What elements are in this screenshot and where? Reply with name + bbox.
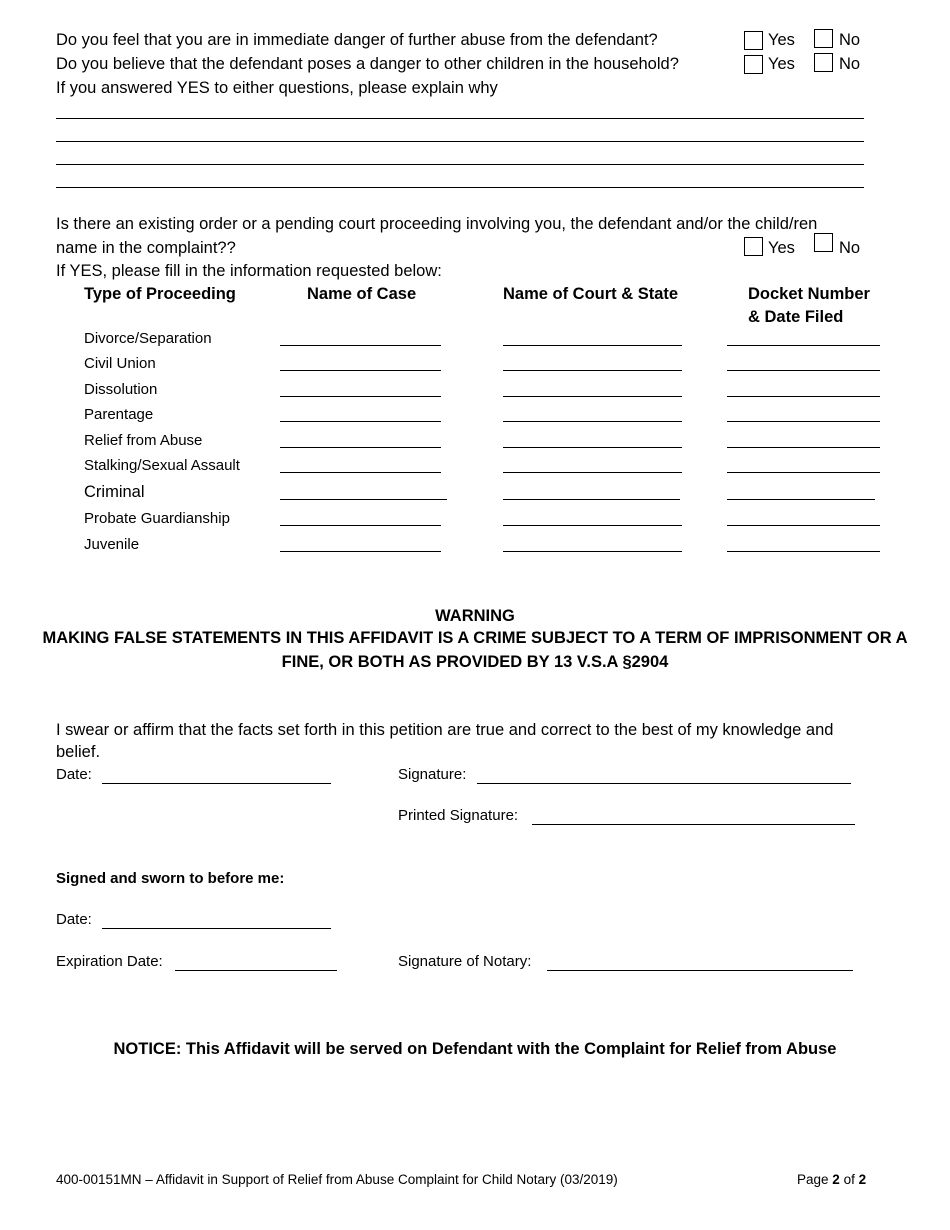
row-label-parentage: Parentage <box>84 406 154 423</box>
existing-order-no-checkbox[interactable] <box>814 233 833 252</box>
expiration-date-field[interactable] <box>175 970 337 971</box>
docket-field-stalking[interactable] <box>727 472 880 473</box>
header-docket-number: Docket Number <box>748 285 870 303</box>
explain-line-4[interactable] <box>56 187 864 188</box>
court-field-juvenile[interactable] <box>503 551 682 552</box>
footer-page-number <box>797 1172 866 1187</box>
court-field-parentage[interactable] <box>503 421 682 422</box>
footer-form-id: 400-00151MN – Affidavit in Support of Relief from Abuse Complaint for Child Notary (03/2019) <box>56 1172 618 1187</box>
existing-order-no-label: No <box>839 239 861 257</box>
explain-prompt: If you answered YES to either questions, please explain why <box>56 79 498 97</box>
warning-line-1: MAKING FALSE STATEMENTS IN THIS AFFIDAVIT IS A CRIME SUBJECT TO A TERM OF IMPRISONMENT OR A <box>42 629 908 647</box>
court-field-relief-from-abuse[interactable] <box>503 447 682 448</box>
docket-field-parentage[interactable] <box>727 421 880 422</box>
court-field-dissolution[interactable] <box>503 396 682 397</box>
row-label-dissolution: Dissolution <box>84 381 158 398</box>
explain-line-2[interactable] <box>56 141 864 142</box>
existing-order-yes-checkbox[interactable] <box>744 237 763 256</box>
explain-line-3[interactable] <box>56 164 864 165</box>
row-label-juvenile: Juvenile <box>84 536 140 553</box>
explain-line-1[interactable] <box>56 118 864 119</box>
row-label-civil-union: Civil Union <box>84 355 156 372</box>
docket-field-dissolution[interactable] <box>727 396 880 397</box>
case-field-divorce[interactable] <box>280 345 441 346</box>
notary-signature-field[interactable] <box>547 970 853 971</box>
oath-date-field[interactable] <box>102 783 331 784</box>
notary-date-field[interactable] <box>102 928 331 929</box>
docket-field-probate[interactable] <box>727 525 880 526</box>
court-field-probate[interactable] <box>503 525 682 526</box>
printed-signature-field[interactable] <box>532 824 855 825</box>
header-name-of-case: Name of Case <box>307 285 417 303</box>
row-label-probate: Probate Guardianship <box>84 510 230 527</box>
case-field-civil-union[interactable] <box>280 370 441 371</box>
danger-q2-no-label: No <box>839 55 861 73</box>
docket-field-juvenile[interactable] <box>727 551 880 552</box>
case-field-dissolution[interactable] <box>280 396 441 397</box>
row-label-stalking: Stalking/Sexual Assault <box>84 457 240 474</box>
court-field-divorce[interactable] <box>503 345 682 346</box>
existing-order-yes-label: Yes <box>768 239 795 257</box>
court-field-civil-union[interactable] <box>503 370 682 371</box>
oath-line-2: belief. <box>56 743 101 761</box>
docket-field-civil-union[interactable] <box>727 370 880 371</box>
existing-order-question-line2: name in the complaint?? <box>56 239 236 257</box>
printed-signature-label: Printed Signature: <box>398 807 519 824</box>
danger-q2-yes-label: Yes <box>768 55 795 73</box>
footer-of-word: of <box>843 1172 855 1187</box>
court-field-stalking[interactable] <box>503 472 682 473</box>
footer-page-current: 2 <box>832 1172 840 1187</box>
case-field-probate[interactable] <box>280 525 441 526</box>
existing-order-question-line1: Is there an existing order or a pending court proceeding involving you, the defendant and/or the child/ren <box>56 215 818 233</box>
danger-q1-yes-checkbox[interactable] <box>744 31 763 50</box>
footer-page-total: 2 <box>858 1172 867 1187</box>
signature-field[interactable] <box>477 783 851 784</box>
case-field-stalking[interactable] <box>280 472 441 473</box>
case-field-criminal[interactable] <box>280 499 447 500</box>
notary-signature-label: Signature of Notary: <box>398 953 532 970</box>
danger-question-1: Do you feel that you are in immediate danger of further abuse from the defendant? <box>56 31 658 49</box>
danger-q2-yes-checkbox[interactable] <box>744 55 763 74</box>
row-label-relief-from-abuse: Relief from Abuse <box>84 432 203 449</box>
footer-page-word: Page <box>797 1172 829 1187</box>
header-date-filed: & Date Filed <box>748 308 844 326</box>
notice: NOTICE: This Affidavit will be served on Defendant with the Complaint for Relief from Abuse <box>113 1040 837 1058</box>
docket-field-relief-from-abuse[interactable] <box>727 447 880 448</box>
row-label-divorce: Divorce/Separation <box>84 330 212 347</box>
signature-label: Signature: <box>398 766 467 783</box>
header-name-of-court: Name of Court & State <box>503 285 679 303</box>
header-type-of-proceeding: Type of Proceeding <box>84 285 236 303</box>
case-field-parentage[interactable] <box>280 421 441 422</box>
danger-q1-no-checkbox[interactable] <box>814 29 833 48</box>
if-yes-instruction: If YES, please fill in the information requested below: <box>56 262 442 280</box>
case-field-relief-from-abuse[interactable] <box>280 447 441 448</box>
warning-line-2: FINE, OR BOTH AS PROVIDED BY 13 V.S.A §2904 <box>281 653 669 671</box>
oath-line-1: I swear or affirm that the facts set forth in this petition are true and correct to the best of my knowledge and <box>56 721 834 739</box>
notary-heading: Signed and sworn to before me: <box>56 870 285 887</box>
danger-q1-no-label: No <box>839 31 861 49</box>
warning-title: WARNING <box>435 607 515 625</box>
expiration-date-label: Expiration Date: <box>56 953 163 970</box>
docket-field-criminal[interactable] <box>727 499 875 500</box>
danger-question-2: Do you believe that the defendant poses a danger to other children in the household? <box>56 55 679 73</box>
danger-q1-yes-label: Yes <box>768 31 795 49</box>
oath-date-label: Date: <box>56 766 92 783</box>
case-field-juvenile[interactable] <box>280 551 441 552</box>
danger-q2-no-checkbox[interactable] <box>814 53 833 72</box>
court-field-criminal[interactable] <box>503 499 680 500</box>
notary-date-label: Date: <box>56 911 92 928</box>
row-label-criminal: Criminal <box>84 483 145 501</box>
docket-field-divorce[interactable] <box>727 345 880 346</box>
